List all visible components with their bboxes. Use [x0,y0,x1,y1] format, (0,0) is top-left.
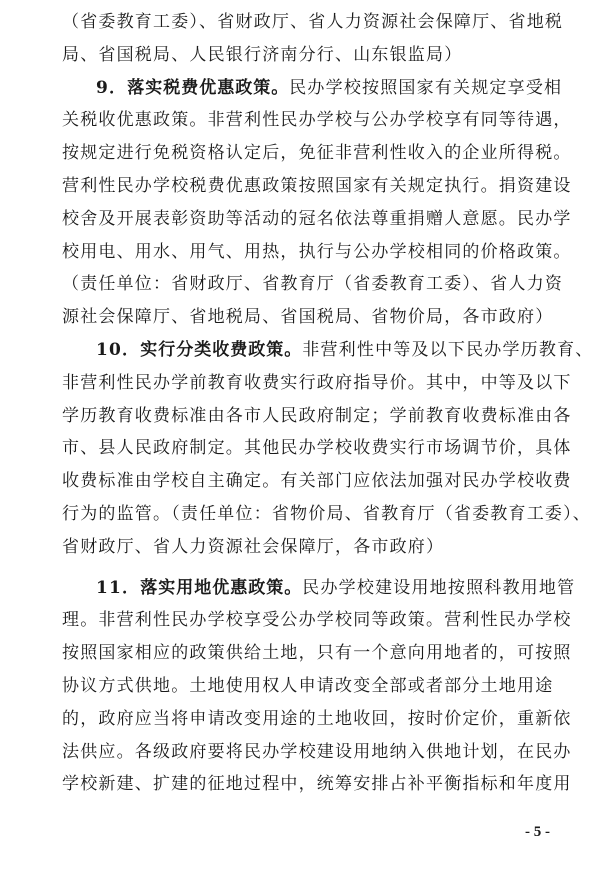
text-line: 的，政府应当将申请改变用途的土地收回，按时价定价，重新依 [62,708,572,729]
text-line: 按规定进行免税资格认定后，免征非营利性收入的企业所得税。 [62,143,572,164]
text-line: 局、省国税局、人民银行济南分行、山东银监局） [62,44,463,65]
text-line: 学校新建、扩建的征地过程中，统筹安排占补平衡指标和年度用 [62,774,572,795]
text-line: 学历教育收费标准由各市人民政府制定；学前教育收费标准由各 [62,405,572,426]
text-line: 协议方式供地。土地使用权人申请改变全部或者部分土地用途 [62,675,554,696]
paragraph-gap [62,564,552,572]
section-heading: 实行分类收费政策。 [140,339,303,360]
text-line: 理。非营利性民办学校享受公办学校同等政策。营利性民办学校 [62,610,572,631]
text-line: 省财政厅、省人力资源社会保障厅，各市政府） [62,536,445,557]
page-number: - 5 - [525,824,550,840]
text-line: 市、县人民政府制定。其他民办学校收费实行市场调节价，具体 [62,438,572,459]
text-line: 校用电、用水、用气、用热，执行与公办学校相同的价格政策。 [62,241,572,262]
section-heading: 落实用地优惠政策。 [140,577,303,598]
section-number: 11． [96,577,141,598]
section-text: 民办学校按照国家有关规定享受相 [289,77,563,98]
section-heading-line [62,572,576,605]
section-heading-line [62,334,594,367]
text-line: 按照国家相应的政策供给土地，只有一个意向用地者的，可按照 [62,643,572,664]
section-heading-line [62,72,563,105]
text-line: （省委教育工委）、省财政厅、省人力资源社会保障厅、省地税 [62,12,564,32]
section-number: 10． [96,339,141,360]
text-line: 营利性民办学校税费优惠政策按照国家有关规定执行。捐资建设 [62,175,572,196]
section-text: 非营利性中等及以下民办学历教育、 [302,339,594,360]
text-line: 法供应。各级政府要将民办学校建设用地纳入供地计划，在民办 [62,741,572,762]
section-number: 9． [96,77,128,98]
text-line: 收费标准由学校自主确定。有关部门应依法加强对民办学校收费 [62,471,572,492]
text-line: （责任单位：省财政厅、省教育厅（省委教育工委）、省人力资 [62,274,564,295]
document-page [62,6,594,801]
section-text: 民办学校建设用地按照科教用地管 [302,577,576,598]
text-line: 行为的监管。（责任单位：省物价局、省教育厅（省委教育工委）、 [62,503,591,524]
text-line: 非营利性民办学前教育收费实行政府指导价。其中，中等及以下 [62,372,572,393]
text-line: 校舍及开展表彰资助等活动的冠名依法尊重捐赠人意愿。民办学 [62,208,572,229]
text-line: 关税收优惠政策。非营利性民办学校与公办学校享有同等待遇， [62,110,572,131]
section-heading: 落实税费优惠政策。 [127,77,290,98]
text-line: 源社会保障厅、省地税局、省国税局、省物价局，各市政府） [62,307,554,328]
